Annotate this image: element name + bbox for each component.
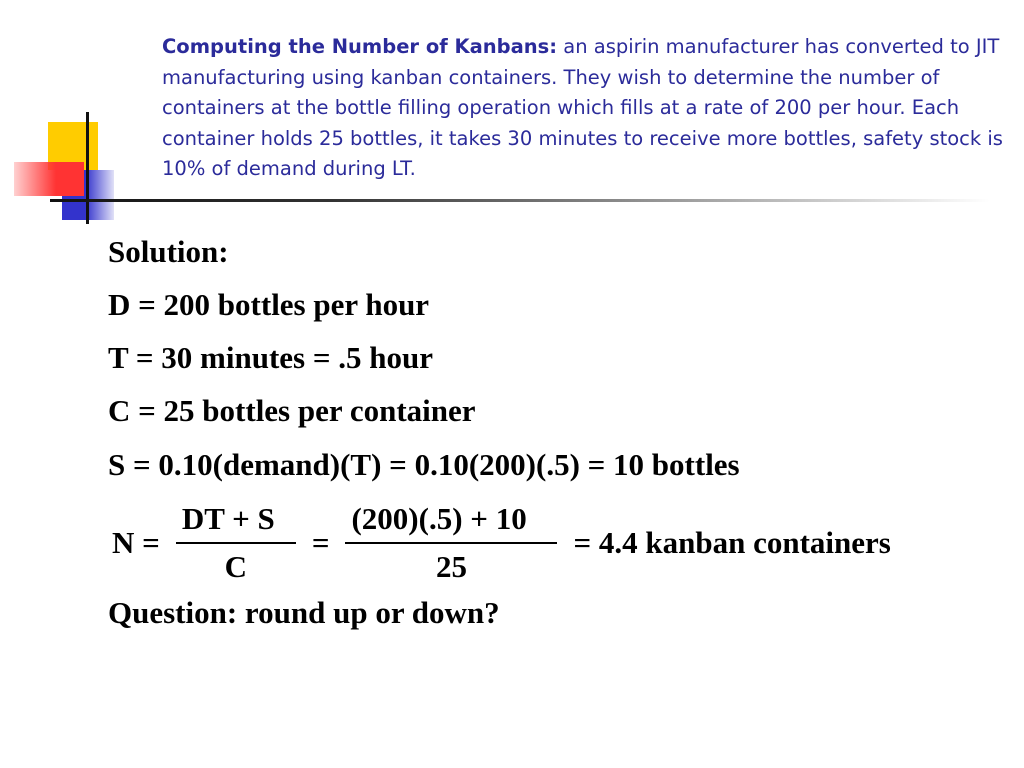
formula-denominator: C bbox=[176, 542, 296, 584]
slide-heading bbox=[162, 32, 1007, 185]
vertical-line-decoration bbox=[86, 112, 89, 224]
kanban-count-equation bbox=[108, 498, 895, 588]
container-size-equation: C = 25 bottles per container bbox=[108, 393, 476, 428]
kanban-result: = 4.4 kanban containers bbox=[573, 525, 891, 560]
formula-fraction bbox=[176, 502, 296, 584]
demand-equation: D = 200 bottles per hour bbox=[108, 287, 430, 322]
numeric-numerator: (200)(.5) + 10 bbox=[351, 501, 527, 536]
second-equals-sign: = bbox=[311, 525, 330, 560]
n-equals-label: N = bbox=[112, 525, 160, 560]
heading-body: an aspirin manufacturer has converted to JIT manufacturing using kanban containers. They wish to determine the number of containers at the bottle filling operation which fills at a rate of 200 per hour. Each container holds 25 bottles, it takes 30 minutes to receive more bottles, safety stock is 10% of demand during LT. bbox=[162, 35, 1003, 180]
solution-label: Solution: bbox=[108, 234, 229, 269]
numeric-fraction bbox=[345, 502, 557, 584]
title-underline-decoration bbox=[50, 199, 990, 202]
numeric-denominator: 25 bbox=[345, 542, 557, 584]
red-bar-decoration bbox=[14, 162, 84, 196]
safety-stock-equation: S = 0.10(demand)(T) = 0.10(200)(.5) = 10 bottles bbox=[108, 447, 740, 482]
lead-time-equation: T = 30 minutes = .5 hour bbox=[108, 340, 434, 375]
heading-lead: Computing the Number of Kanbans: bbox=[162, 35, 558, 58]
formula-numerator: DT + S bbox=[181, 501, 275, 536]
question-line: Question: round up or down? bbox=[108, 595, 500, 630]
